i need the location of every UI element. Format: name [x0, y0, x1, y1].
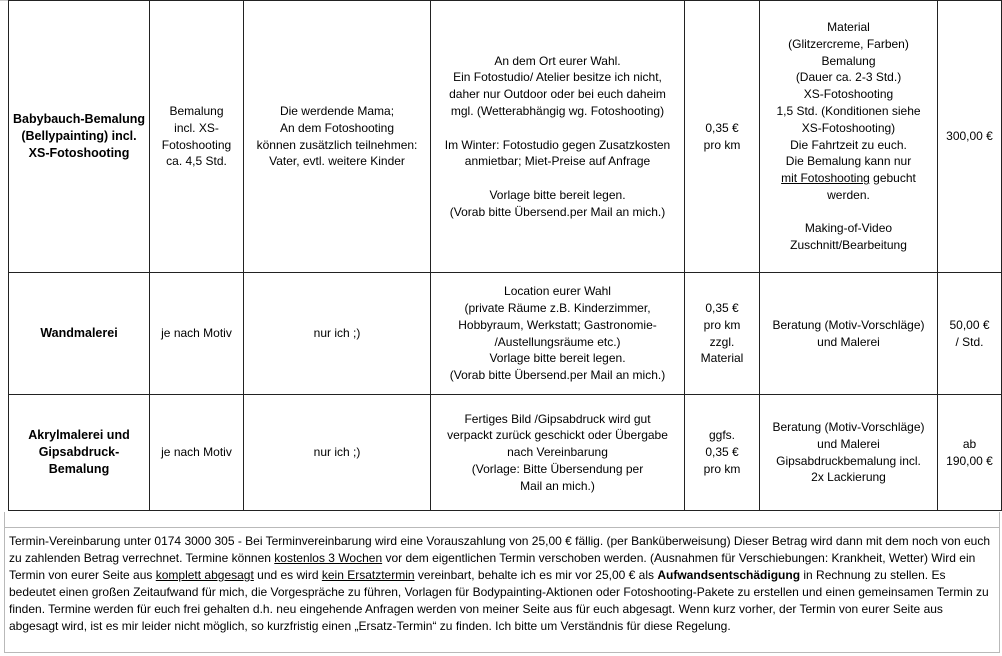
location-line: (Vorlage: Bitte Übersendung per	[471, 461, 644, 476]
included-spacer	[764, 204, 933, 221]
participants-cell	[244, 1, 431, 273]
included-cell	[760, 395, 938, 511]
travel-line: 0,35 €	[705, 300, 739, 315]
location-line: Ein Fotostudio/ Atelier besitze ich nicht,	[453, 70, 662, 85]
travel-line: pro km	[703, 137, 741, 152]
table-row	[9, 273, 1002, 395]
service-name: Wandmalerei	[40, 326, 118, 341]
service-name: Babybauch-Bemalung (Bellypainting) incl. XS-Fotoshooting	[13, 112, 145, 160]
location-cell	[431, 1, 685, 273]
travel-line: pro km	[703, 317, 741, 332]
service-name-cell	[9, 395, 150, 511]
included-line: und Malerei	[817, 334, 880, 349]
location-line: anmietbar; Miet-Preise auf Anfrage	[464, 154, 651, 169]
travel-line: Material	[700, 351, 744, 366]
included-line: Die Bemalung kann nur	[785, 154, 912, 169]
price-table	[8, 0, 1002, 511]
duration-line: ca. 4,5 Std.	[166, 154, 227, 169]
service-name-cell	[9, 1, 150, 273]
included-text: gebucht	[869, 171, 916, 186]
location-line: (private Räume z.B. Kinderzimmer,	[464, 300, 651, 315]
location-line: Vorlage bitte bereit legen.	[489, 187, 626, 202]
notes-underlined: komplett abgesagt	[155, 568, 254, 582]
divider	[4, 512, 5, 528]
price-line: 50,00 €	[949, 317, 990, 332]
duration-cell	[150, 395, 244, 511]
included-line	[764, 170, 933, 187]
location-line: Hobbyraum, Werkstatt; Gastronomie-	[458, 317, 657, 332]
travel-line: pro km	[703, 461, 741, 476]
travel-cost-cell	[685, 395, 760, 511]
terms-notes	[4, 527, 1000, 653]
duration-line: je nach Motiv	[161, 326, 232, 341]
travel-cost-cell	[685, 1, 760, 273]
included-cell	[760, 273, 938, 395]
price-cell	[938, 273, 1002, 395]
table-row	[9, 1, 1002, 273]
duration-line: incl. XS-	[174, 120, 219, 135]
included-line: Material	[827, 19, 870, 34]
travel-line: 0,35 €	[705, 120, 739, 135]
location-line: Mail an mich.)	[520, 478, 595, 493]
participants-line: An dem Fotoshooting	[279, 120, 395, 135]
included-line: Gipsabdruckbemalung incl.	[776, 453, 921, 468]
included-line: Making-of-Video	[804, 221, 893, 236]
location-line: Fertiges Bild /Gipsabdruck wird gut	[464, 411, 651, 426]
notes-text: in Rechnung zu stellen. Es bedeutet einen großen Zeitaufwand für mich, die Vorgespräche zu führen, Vorlagen für Bodypainting-Aktionen oder Fotoshooting-Pakete zu erstellen und einen gemeinsamen Termin zu finden. Termine werden für euch frei gehalten d.h. neu eingehende Anfragen werden von meiner Seite aus für euch abgesagt. Wenn kurz vorher, der Termin von eurer Seite aus abgesagt wird, ist es mir leider nicht möglich, so kurzfristig einen „Ersatz-Termin“ zu finden. Ich bitte um Verständnis für diese Regelung.	[9, 568, 989, 633]
included-line: werden.	[827, 187, 870, 202]
location-line: An dem Ort eurer Wahl.	[494, 53, 621, 68]
duration-cell	[150, 1, 244, 273]
price-cell	[938, 395, 1002, 511]
location-line: Im Winter: Fotostudio gegen Zusatzkosten	[444, 137, 671, 152]
travel-line: zzgl.	[709, 334, 735, 349]
duration-line: Bemalung	[169, 103, 224, 118]
location-line: Location eurer Wahl	[504, 284, 611, 299]
location-line: nach Vereinbarung	[507, 445, 608, 460]
location-line: daher nur Outdoor oder bei euch daheim	[449, 87, 666, 102]
location-line	[435, 120, 680, 137]
notes-underlined: kein Ersatztermin	[321, 568, 415, 582]
included-line: XS-Fotoshooting	[803, 87, 894, 102]
included-line: XS-Fotoshooting)	[801, 120, 896, 135]
price-cell	[938, 1, 1002, 273]
notes-text: und es wird	[253, 568, 322, 582]
included-line: Beratung (Motiv-Vorschläge)	[772, 317, 925, 332]
included-line: und Malerei	[817, 436, 880, 451]
included-line: (Dauer ca. 2-3 Std.)	[795, 70, 902, 85]
travel-line: 0,35 €	[705, 445, 739, 460]
travel-cost-cell	[685, 273, 760, 395]
included-line: 2x Lackierung	[811, 470, 886, 485]
participants-cell	[244, 273, 431, 395]
notes-text: Termin-Vereinbarung unter 0174 3000 305 - Bei Terminvereinbarung wird eine Vorauszahlung von 25,00 € fällig. (per Banküberweisung) Dieser Betrag wird dann mit dem noch von euch zu zahlenden Betrag verrechnet. Termine können	[9, 534, 991, 565]
price-line: 190,00 €	[946, 453, 993, 468]
participants-line: nur ich ;)	[313, 326, 361, 341]
notes-underlined: kostenlos 3 Wochen	[274, 551, 383, 565]
location-cell	[431, 273, 685, 395]
included-underlined: mit Fotoshooting	[781, 171, 870, 186]
included-line: 1,5 Std. (Konditionen siehe	[776, 103, 921, 118]
divider	[999, 512, 1000, 528]
participants-line: nur ich ;)	[313, 445, 361, 460]
service-name: Akrylmalerei und Gipsabdruck-Bemalung	[28, 428, 130, 476]
notes-text: vereinbart, behalte ich es mir vor 25,00 € als	[414, 568, 658, 582]
participants-line: Vater, evtl. weitere Kinder	[269, 154, 405, 169]
location-line	[435, 170, 680, 187]
participants-cell	[244, 395, 431, 511]
duration-cell	[150, 273, 244, 395]
location-line: verpackt zurück geschickt oder Übergabe	[447, 428, 668, 443]
travel-line: ggfs.	[708, 428, 735, 443]
duration-line: Fotoshooting	[161, 137, 232, 152]
location-line: (Vorab bitte Übersend.per Mail an mich.)	[449, 204, 666, 219]
notes-text: vor dem eigentlichen Termin verschoben werden. (Ausnahmen für Verschiebungen: Krankheit, Wetter) Wird ein Termin von eurer Seite aus	[9, 551, 976, 582]
included-line: Die Fahrtzeit zu euch.	[790, 137, 907, 152]
price-line: ab	[962, 436, 977, 451]
table-row	[9, 395, 1002, 511]
location-cell	[431, 395, 685, 511]
location-line: (Vorab bitte Übersend.per Mail an mich.)	[449, 368, 666, 383]
duration-line: je nach Motiv	[161, 445, 232, 460]
included-line: Bemalung	[821, 53, 876, 68]
included-line: Beratung (Motiv-Vorschläge)	[772, 419, 925, 434]
service-name-cell	[9, 273, 150, 395]
price-line: / Std.	[955, 334, 984, 349]
notes-bold: Aufwandsentschädigung	[657, 568, 801, 582]
included-line: Zuschnitt/Bearbeitung	[790, 238, 907, 253]
location-line: mgl. (Wetterabhängig wg. Fotoshooting)	[450, 103, 665, 118]
location-line: /Austellungsräume etc.)	[494, 334, 621, 349]
participants-line: können zusätzlich teilnehmen:	[256, 137, 418, 152]
price-line: 300,00 €	[946, 129, 993, 144]
included-cell	[760, 1, 938, 273]
included-line: (Glitzercreme, Farben)	[788, 36, 909, 51]
participants-line: Die werdende Mama;	[279, 103, 395, 118]
location-line: Vorlage bitte bereit legen.	[489, 351, 626, 366]
